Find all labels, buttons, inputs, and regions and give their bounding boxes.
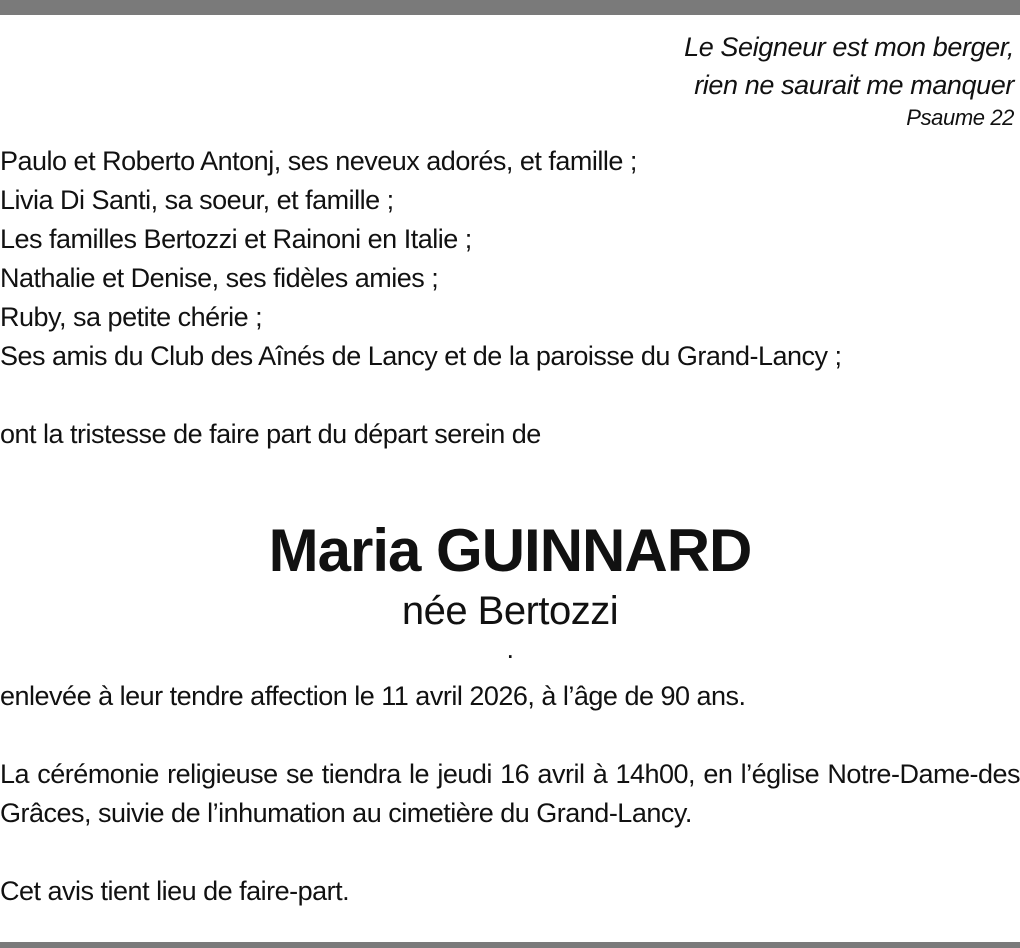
age-text: enlevée à leur tendre affection le 11 avril 2026, à l’âge de 90 ans. [0, 681, 746, 711]
deceased-name: Maria GUINNARD [268, 517, 752, 584]
mourner-line: Nathalie et Denise, ses fidèles amies ; [0, 263, 439, 293]
mourner-line: Ses amis du Club des Aînés de Lancy et de la paroisse du Grand-Lancy ; [0, 341, 842, 371]
mourner-line: Livia Di Santi, sa soeur, et famille ; [0, 185, 394, 215]
ceremony-text: La cérémonie religieuse se tiendra le jeudi 16 avril à 14h00, en l’église Notre-Dame-des Grâces, suivie de l’inhumation au cimetière du Grand-Lancy. [0, 759, 1020, 828]
maiden-name: née Bertozzi [401, 589, 619, 633]
closing-text: Cet avis tient lieu de faire-part. [0, 876, 350, 906]
verse-reference: Psaume 22 [906, 105, 1014, 130]
intro-text: ont la tristesse de faire part du départ serein de [0, 419, 541, 449]
mourner-line: Les familles Bertozzi et Rainoni en Italie ; [0, 224, 472, 254]
verse-line-1: Le Seigneur est mon berger, [684, 32, 1014, 62]
mourners-list [0, 142, 1020, 376]
verse-line-2: rien ne saurait me manquer [694, 70, 1014, 100]
verse-block [684, 28, 1014, 132]
mourner-line: Ruby, sa petite chérie ; [0, 302, 263, 332]
mourner-line: Paulo et Roberto Antonj, ses neveux adorés, et famille ; [0, 146, 637, 176]
notice-body [0, 142, 1020, 911]
top-rule [0, 0, 1020, 15]
separator-dot: . [506, 634, 514, 664]
bottom-rule [0, 942, 1020, 948]
